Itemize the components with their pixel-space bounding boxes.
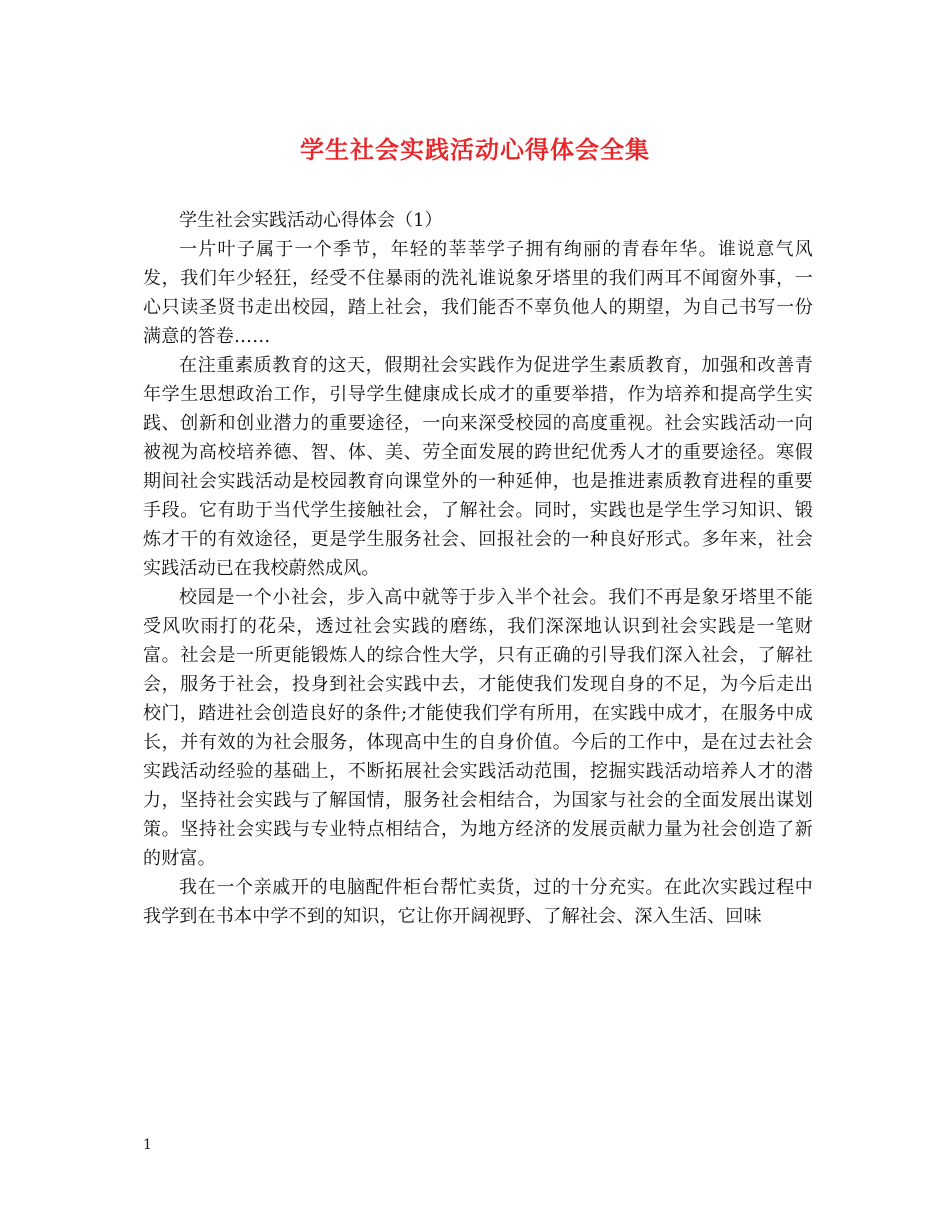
document-body: [143, 206, 813, 931]
document-title: 学生社会实践活动心得体会全集: [300, 135, 650, 164]
paragraph-4: 我在一个亲戚开的电脑配件柜台帮忙卖货，过的十分充实。在此次实践过程中我学到在书本中学不到的知识，它让你开阔视野、了解社会、深入生活、回味: [143, 877, 813, 927]
page-number: 1: [143, 1137, 152, 1153]
paragraph-2: 在注重素质教育的这天，假期社会实践作为促进学生素质教育，加强和改善青年学生思想政治工作，引导学生健康成长成才的重要举措，作为培养和提高学生实践、创新和创业潜力的重要途径，一向来深受校园的高度重视。社会实践活动一向被视为高校培养德、智、体、美、劳全面发展的跨世纪优秀人才的重要途径。寒假期间社会实践活动是校园教育向课堂外的一种延伸，也是推进素质教育进程的重要手段。它有助于当代学生接触社会，了解社会。同时，实践也是学生学习知识、锻炼才干的有效途径，更是学生服务社会、回报社会的一种良好形式。多年来，社会实践活动已在我校蔚然成风。: [143, 355, 813, 579]
paragraph-1: 一片叶子属于一个季节，年轻的莘莘学子拥有绚丽的青春年华。谁说意气风发，我们年少轻狂，经受不住暴雨的洗礼谁说象牙塔里的我们两耳不闻窗外事，一心只读圣贤书走出校园，踏上社会，我们能否不辜负他人的期望，为自己书写一份满意的答卷……: [143, 239, 813, 347]
paragraph-3: 校园是一个小社会，步入高中就等于步入半个社会。我们不再是象牙塔里不能受风吹雨打的花朵，透过社会实践的磨练，我们深深地认识到社会实践是一笔财富。社会是一所更能锻炼人的综合性大学，只有正确的引导我们深入社会，了解社会，服务于社会，投身到社会实践中去，才能使我们发现自身的不足，为今后走出校门，踏进社会创造良好的条件;才能使我们学有所用，在实践中成才，在服务中成长，并有效的为社会服务，体现高中生的自身价值。今后的工作中，是在过去社会实践活动经验的基础上，不断拓展社会实践活动范围，挖掘实践活动培养人才的潜力，坚持社会实践与了解国情，服务社会相结合，为国家与社会的全面发展出谋划策。坚持社会实践与专业特点相结合，为地方经济的发展贡献力量为社会创造了新的财富。: [143, 587, 813, 869]
section-heading: 学生社会实践活动心得体会（1）: [179, 210, 443, 231]
